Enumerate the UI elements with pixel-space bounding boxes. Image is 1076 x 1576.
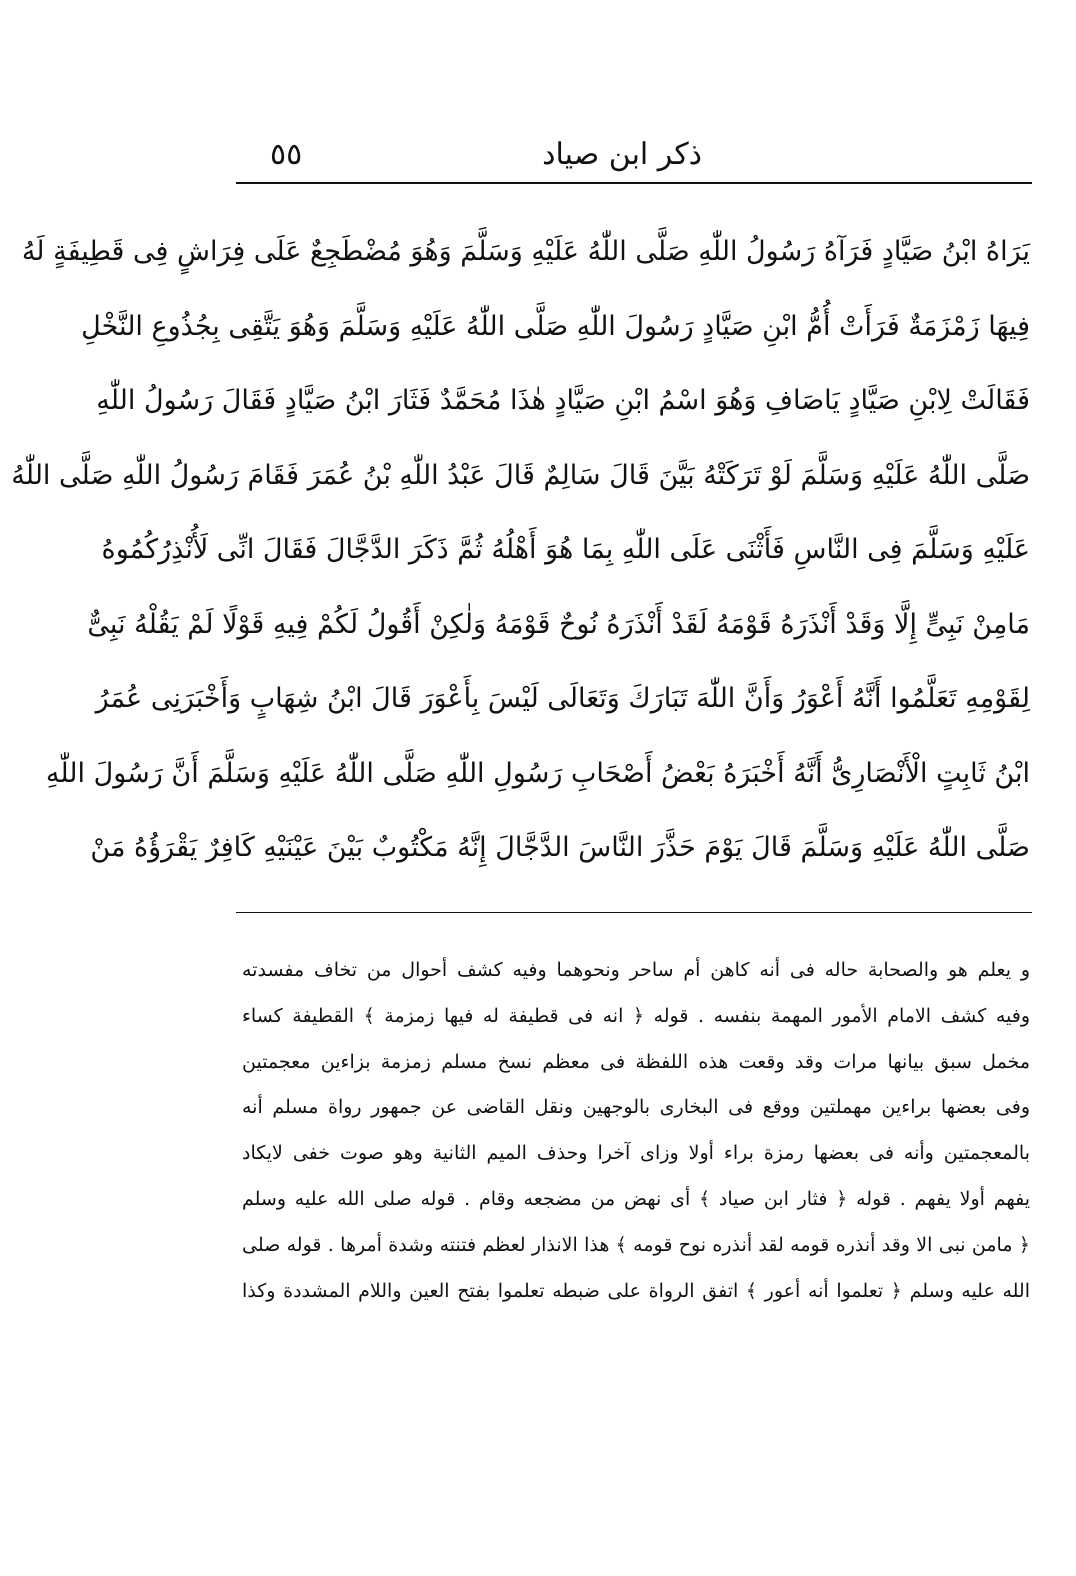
commentary-line: و يعلم هو والصحابة حاله فى أنه كاهن أم ساحر ونحوهما وفيه كشف أحوال من تخاف مفسدته bbox=[242, 959, 1030, 981]
hadith-line: فَقَالَتْ لِابْنِ صَيَّادٍ يَاصَافِ وَهُوَ اسْمُ ابْنِ صَيَّادٍ هٰذَا مُحَمَّدٌ فَثَارَ ابْنُ صَيَّادٍ فَقَالَ رَسُولُ اللّٰهِ bbox=[96, 385, 1030, 416]
commentary-line: بالمعجمتين وأنه فى بعضها رمزة براء أولا وزاى آخرا وحذف الميم الثانية وهو صوت خفى لايكاد bbox=[242, 1142, 1030, 1165]
header-rule bbox=[236, 182, 1032, 184]
hadith-line: عَلَيْهِ وَسَلَّمَ فِى النَّاسِ فَأَثْنَى عَلَى اللّٰهِ بِمَا هُوَ أَهْلُهُ ثُمَّ ذَكَرَ الدَّجَّالَ فَقَالَ انِّى لَأُنْذِرُكُمُوهُ bbox=[101, 534, 1030, 565]
hadith-line: صَلَّى اللّٰهُ عَلَيْهِ وَسَلَّمَ قَالَ يَوْمَ حَذَّرَ النَّاسَ الدَّجَّالَ إِنَّهُ مَكْتُوبٌ بَيْنَ عَيْنَيْهِ كَافِرٌ يَقْرَؤُهُ مَنْ bbox=[90, 832, 1030, 863]
page-header bbox=[236, 132, 1032, 178]
commentary-line: ﴿ مامن نبى الا وقد أنذره قومه لقد أنذره نوح قومه ﴾ هذا الانذار لعظم فتنته وشدة أمرها . قوله صلى bbox=[242, 1233, 1030, 1256]
hadith-line: ابْنُ ثَابِتٍ الْأَنْصَارِىُّ أَنَّهُ أَخْبَرَهُ بَعْضُ أَصْحَابِ رَسُولِ اللّٰهِ صَلَّى اللّٰهُ عَلَيْهِ وَسَلَّمَ أَنَّ رَسُولَ اللّٰهِ bbox=[45, 757, 1030, 789]
page-number: ٥٥ bbox=[270, 137, 303, 172]
commentary-line: وفى بعضها براءين مهملتين ووقع فى البخارى بالوجهين ونقل القاضى عن جمهور رواة مسلم أنه bbox=[242, 1096, 1030, 1119]
commentary-line: مخمل سبق بيانها مرات وقد وقعت هذه اللفظة فى معظم نسخ مسلم زمزمة بزاءين معجمتين bbox=[242, 1050, 1030, 1073]
hadith-text bbox=[11, 215, 1030, 886]
footnote-rule bbox=[236, 912, 1032, 913]
commentary-line: الله عليه وسلم ﴿ تعلموا أنه أعور ﴾ اتفق الرواة على ضبطه تعلموا بفتح العين واللام المشددة وكذا bbox=[242, 1279, 1030, 1302]
running-title: ذكر ابن صياد bbox=[542, 137, 702, 172]
hadith-line: فِيهَا زَمْزَمَةٌ فَرَأَتْ أُمُّ ابْنِ صَيَّادٍ رَسُولَ اللّٰهِ صَلَّى اللّٰهُ عَلَيْهِ وَسَلَّمَ وَهُوَ يَتَّقِى بِجُذُوعِ النَّخْلِ bbox=[81, 310, 1030, 342]
hadith-line: يَرَاهُ ابْنُ صَيَّادٍ فَرَآهُ رَسُولُ اللّٰهِ صَلَّى اللّٰهُ عَلَيْهِ وَسَلَّمَ وَهُوَ مُضْطَجِعٌ عَلَى فِرَاشٍ فِى قَطِيفَةٍ لَهُ bbox=[21, 236, 1030, 267]
commentary-line: وفيه كشف الامام الأمور المهمة بنفسه . قوله ﴿ انه فى قطيفة له فيها زمزمة ﴾ القطيفة كساء bbox=[242, 1004, 1030, 1027]
hadith-line: لِقَوْمِهِ تَعَلَّمُوا أَنَّهُ أَعْوَرُ وَأَنَّ اللّٰهَ تَبَارَكَ وَتَعَالَى لَيْسَ بِأَعْوَرَ قَالَ ابْنُ شِهَابٍ وَأَخْبَرَنِى عُمَرُ bbox=[95, 683, 1030, 714]
commentary-line: يفهم أولا يفهم . قوله ﴿ فثار ابن صياد ﴾ أى نهض من مضجعه وقام . قوله صلى الله عليه وسلم bbox=[242, 1187, 1031, 1210]
commentary-text bbox=[242, 948, 1030, 1314]
hadith-line: مَامِنْ نَبِىٍّ إِلَّا وَقَدْ أَنْذَرَهُ قَوْمَهُ لَقَدْ أَنْذَرَهُ نُوحٌ قَوْمَهُ وَلٰكِنْ أَقُولُ لَكُمْ فِيهِ قَوْلًا لَمْ يَقُلْهُ نَبِىٌّ bbox=[87, 608, 1030, 640]
hadith-line: صَلَّى اللّٰهُ عَلَيْهِ وَسَلَّمَ لَوْ تَرَكَتْهُ بَيَّنَ قَالَ سَالِمٌ قَالَ عَبْدُ اللّٰهِ بْنُ عُمَرَ فَقَامَ رَسُولُ اللّٰهِ صَلَّى اللّٰهُ bbox=[11, 459, 1030, 491]
